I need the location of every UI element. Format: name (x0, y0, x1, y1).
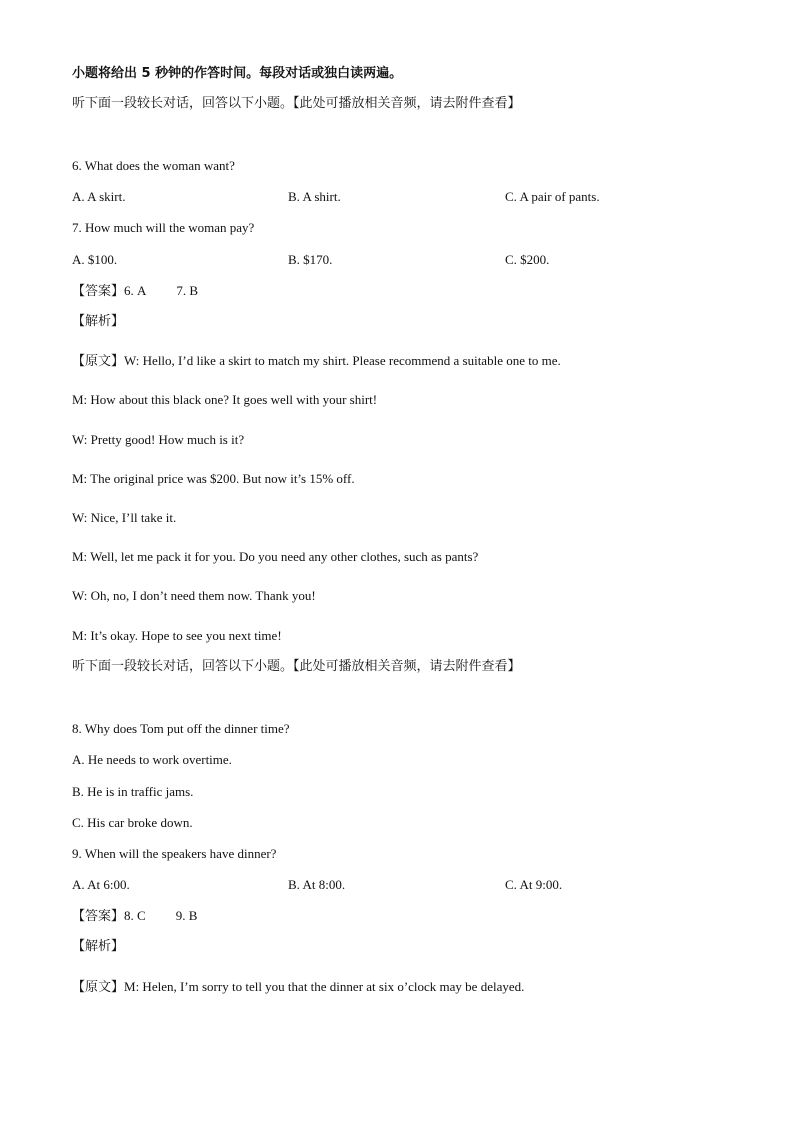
q8-option-c: C. His car broke down. (72, 815, 193, 830)
transcript-line: W: Pretty good! How much is it? (72, 432, 245, 447)
q7-option-b: B. $170. (288, 252, 333, 267)
answer-line-1 (72, 283, 198, 300)
answer-9: 9. B (175, 908, 198, 923)
transcript-line: 【原文】W: Hello, I’d like a skirt to match my shirt. Please recommend a suitable one to me. (72, 353, 561, 369)
answer-label: 【答案】 (72, 284, 125, 299)
transcript-label: 【原文】 (72, 354, 125, 369)
answer-8: 8. C (124, 908, 146, 923)
q9-option-b: B. At 8:00. (288, 877, 346, 892)
transcript-line: 【原文】M: Helen, I’m sorry to tell you that the dinner at six o’clock may be delayed. (72, 979, 525, 995)
analysis-label-1: 【解析】 (72, 314, 125, 329)
instruction-text: 小题将给出 5 秒钟的作答时间。每段对话或独白读两遍。 (72, 66, 403, 81)
transcript-line: M: The original price was $200. But now it’s 15% off. (72, 471, 355, 486)
q8-option-a: A. He needs to work overtime. (72, 752, 232, 767)
answer-line-2 (72, 908, 197, 925)
q7-option-c: C. $200. (505, 252, 550, 267)
transcript-line: M: It’s okay. Hope to see you next time! (72, 628, 282, 643)
q6-option-a: A. A skirt. (72, 189, 126, 204)
q8-option-b: B. He is in traffic jams. (72, 784, 194, 799)
question-8: 8. Why does Tom put off the dinner time? (72, 721, 290, 736)
q6-option-b: B. A shirt. (288, 189, 341, 204)
transcript-label: 【原文】 (72, 980, 125, 995)
answer-6: 6. A (124, 283, 147, 298)
analysis-label-2: 【解析】 (72, 939, 125, 954)
q9-option-c: C. At 9:00. (505, 877, 563, 892)
question-7: 7. How much will the woman pay? (72, 220, 255, 235)
question-9: 9. When will the speakers have dinner? (72, 846, 277, 861)
q6-option-c: C. A pair of pants. (505, 189, 600, 204)
listen-prompt-1: 听下面一段较长对话，回答以下小题。【此处可播放相关音频，请去附件查看】 (72, 96, 521, 111)
answer-7: 7. B (176, 283, 199, 298)
answer-label: 【答案】 (72, 909, 125, 924)
q9-option-a: A. At 6:00. (72, 877, 130, 892)
q7-option-a: A. $100. (72, 252, 118, 267)
transcript-line: M: Well, let me pack it for you. Do you need any other clothes, such as pants? (72, 549, 479, 564)
transcript-line: W: Nice, I’ll take it. (72, 510, 177, 525)
transcript-line: M: How about this black one? It goes well with your shirt! (72, 392, 378, 407)
question-6: 6. What does the woman want? (72, 158, 235, 173)
listen-prompt-2: 听下面一段较长对话，回答以下小题。【此处可播放相关音频，请去附件查看】 (72, 659, 521, 674)
transcript-line: W: Oh, no, I don’t need them now. Thank you! (72, 588, 316, 603)
